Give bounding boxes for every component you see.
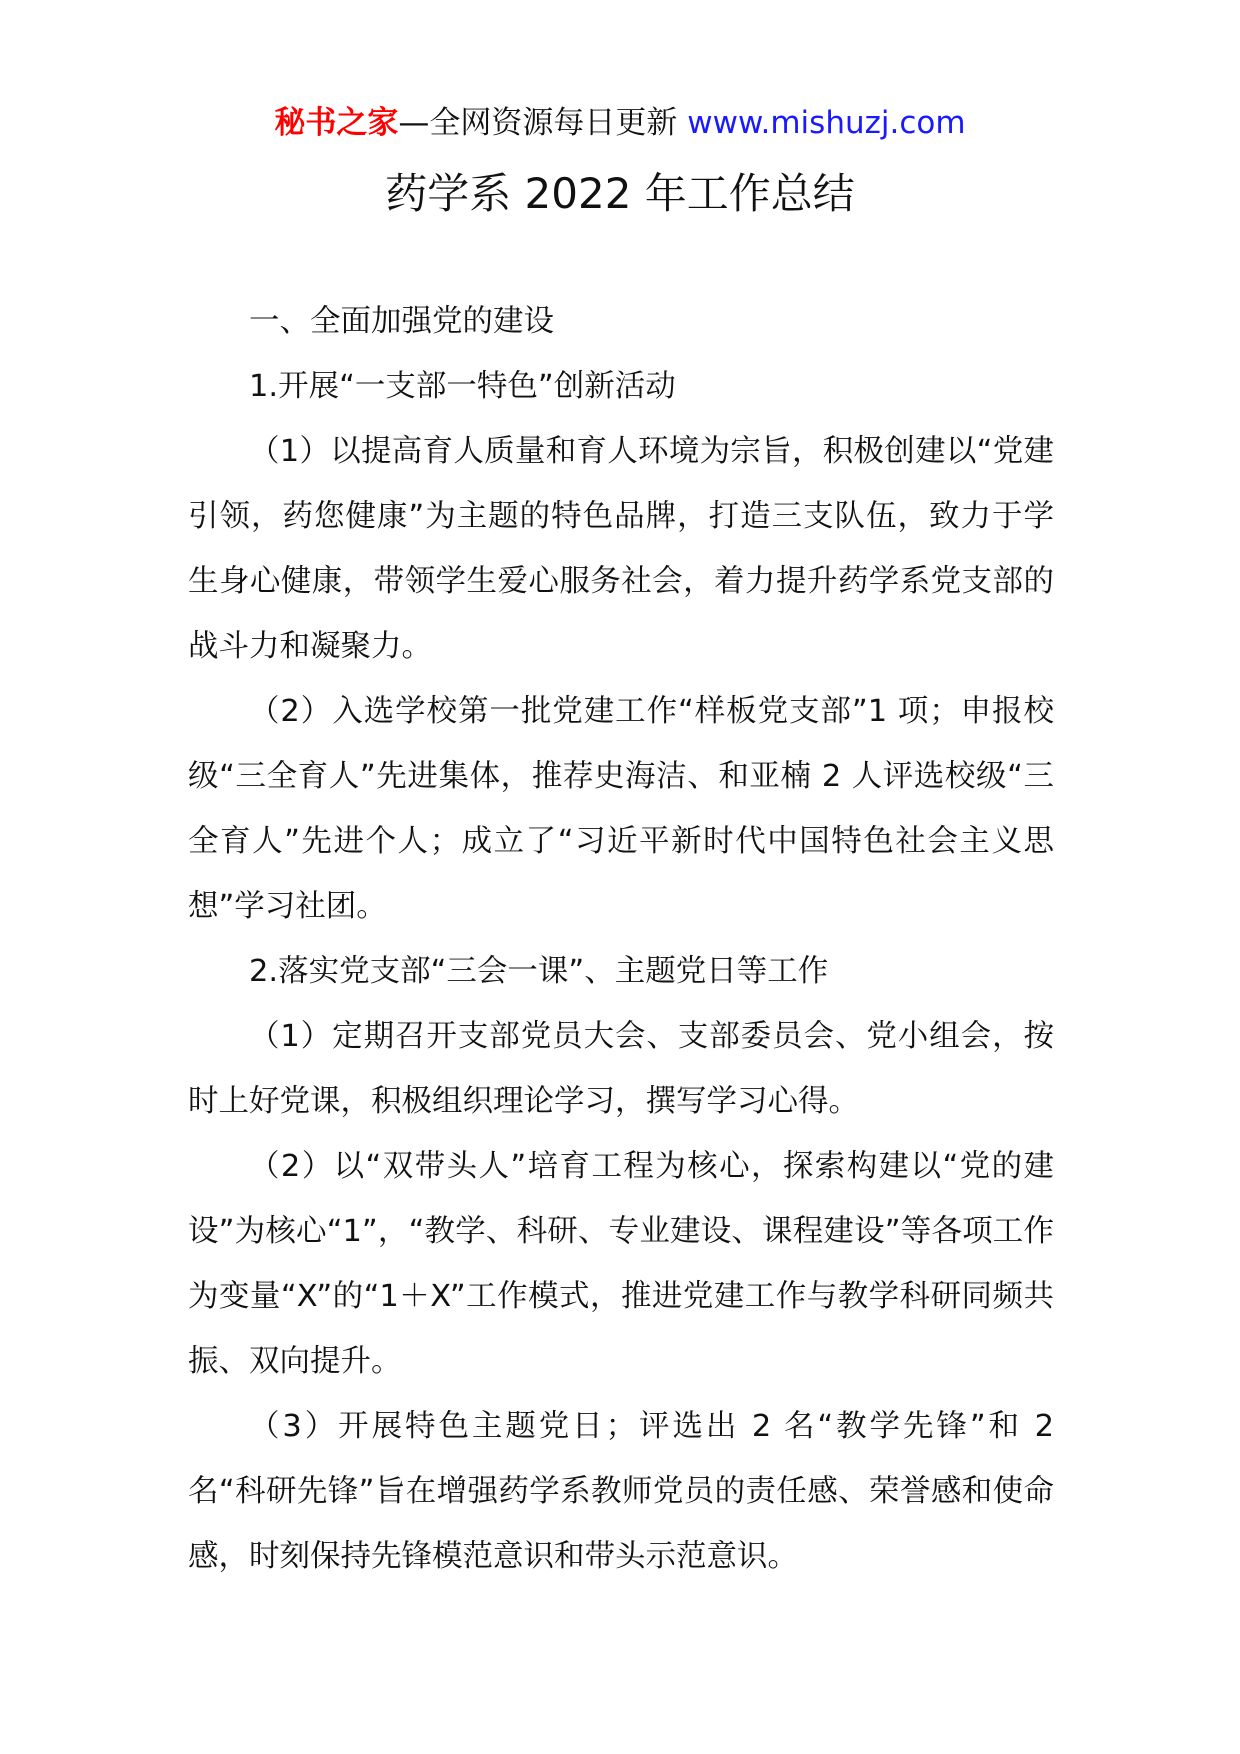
header-slogan: —全网资源每日更新 bbox=[398, 105, 688, 141]
subsection-heading: 2.落实党支部“三会一课”、主题党日等工作 bbox=[249, 954, 829, 989]
site-header bbox=[0, 101, 1240, 145]
subsection-heading: 1.开展“一支部一特色”创新活动 bbox=[249, 369, 676, 404]
paragraph: （1）以提高育人质量和育人环境为宗旨，积极创建以“党建引领，药您健康”为主题的特色品牌，打造三支队伍，致力于学生身心健康，带领学生爱心服务社会，着力提升药学系党支部的战斗力和凝聚力。 bbox=[188, 434, 1054, 664]
paragraph: （3）开展特色主题党日；评选出 2 名“教学先锋”和 2 名“科研先锋”旨在增强药学系教师党员的责任感、荣誉感和使命感，时刻保持先锋模范意识和带头示范意识。 bbox=[188, 1409, 1054, 1574]
site-url-link[interactable]: www.mishuzj.com bbox=[687, 105, 966, 141]
paragraph: （2）以“双带头人”培育工程为核心，探索构建以“党的建设”为核心“1”，“教学、科研、专业建设、课程建设”等各项工作为变量“X”的“1＋X”工作模式，推进党建工作与教学科研同频共振、双向提升。 bbox=[188, 1149, 1054, 1379]
brand-name: 秘书之家 bbox=[274, 105, 399, 141]
document-title: 药学系 2022 年工作总结 bbox=[385, 169, 855, 218]
paragraph: （1）定期召开支部党员大会、支部委员会、党小组会，按时上好党课，积极组织理论学习，撰写学习心得。 bbox=[188, 1019, 1054, 1119]
paragraph: （2）入选学校第一批党建工作“样板党支部”1 项；申报校级“三全育人”先进集体，推荐史海洁、和亚楠 2 人评选校级“三全育人”先进个人；成立了“习近平新时代中国特色社会主义思想”学习社团。 bbox=[188, 694, 1054, 924]
document-body bbox=[188, 289, 1054, 1589]
section-heading: 一、全面加强党的建设 bbox=[249, 304, 554, 339]
